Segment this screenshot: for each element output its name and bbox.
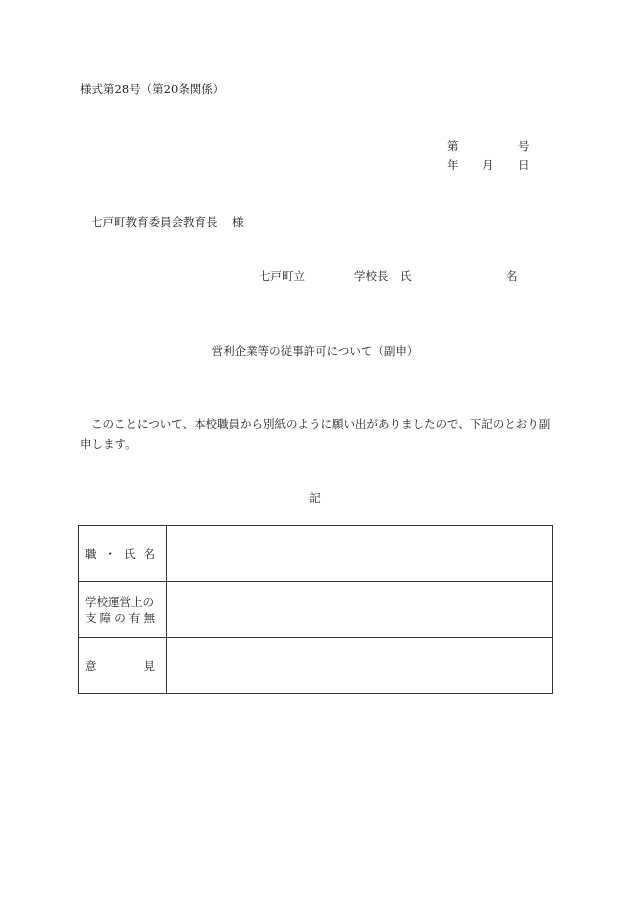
sender-town: 七戸町立 bbox=[259, 269, 305, 283]
opinion-label-cell bbox=[79, 638, 167, 694]
name-label bbox=[85, 546, 155, 562]
opinion-label-part: 見 bbox=[143, 658, 155, 673]
date-year-label: 年 bbox=[447, 158, 459, 172]
date-month-label: 月 bbox=[482, 158, 494, 172]
impediment-label-line1: 学校運営上の bbox=[85, 594, 154, 609]
impediment-label-cell bbox=[79, 582, 167, 638]
body-text: このことについて、本校職員から別紙のように願い出がありましたので、下記のとおり副申します。 bbox=[80, 417, 551, 451]
document-number-label: 第 bbox=[447, 139, 459, 153]
date-day-label: 日 bbox=[518, 158, 530, 172]
document-number-suffix: 号 bbox=[518, 139, 530, 153]
impediment-value-cell[interactable] bbox=[167, 582, 553, 638]
sender-role: 学校長 bbox=[354, 269, 389, 283]
sender-name-suffix: 名 bbox=[506, 269, 518, 283]
name-label-cell bbox=[79, 526, 167, 582]
addressee: 七戸町教育委員会教育長 bbox=[91, 215, 218, 229]
table-row bbox=[79, 638, 553, 694]
impediment-label-part: 無 bbox=[143, 610, 155, 625]
ki-heading: 記 bbox=[309, 491, 321, 505]
table-row bbox=[79, 582, 553, 638]
name-label-part: 名 bbox=[143, 546, 155, 561]
name-label-part: ・ bbox=[104, 546, 116, 561]
opinion-label bbox=[85, 658, 155, 674]
impediment-label-part: 支 bbox=[85, 610, 97, 625]
addressee-honorific: 様 bbox=[232, 215, 244, 229]
impediment-label-part: 障 bbox=[99, 610, 112, 625]
opinion-value-cell[interactable] bbox=[167, 638, 553, 694]
opinion-label-part: 意 bbox=[85, 658, 97, 673]
table-row bbox=[79, 526, 553, 582]
impediment-label-part: 有 bbox=[128, 610, 141, 625]
form-number: 様式第28号（第20条関係） bbox=[80, 82, 225, 96]
name-value-cell[interactable] bbox=[167, 526, 553, 582]
detail-table bbox=[78, 525, 553, 694]
impediment-label-line2 bbox=[85, 610, 155, 626]
sender-name-label: 氏 bbox=[400, 269, 412, 283]
impediment-label-part: の bbox=[114, 610, 126, 625]
name-label-part: 職 bbox=[85, 546, 97, 561]
document-title: 営利企業等の従事許可について（副申） bbox=[211, 344, 419, 358]
name-label-part: 氏 bbox=[124, 546, 136, 561]
